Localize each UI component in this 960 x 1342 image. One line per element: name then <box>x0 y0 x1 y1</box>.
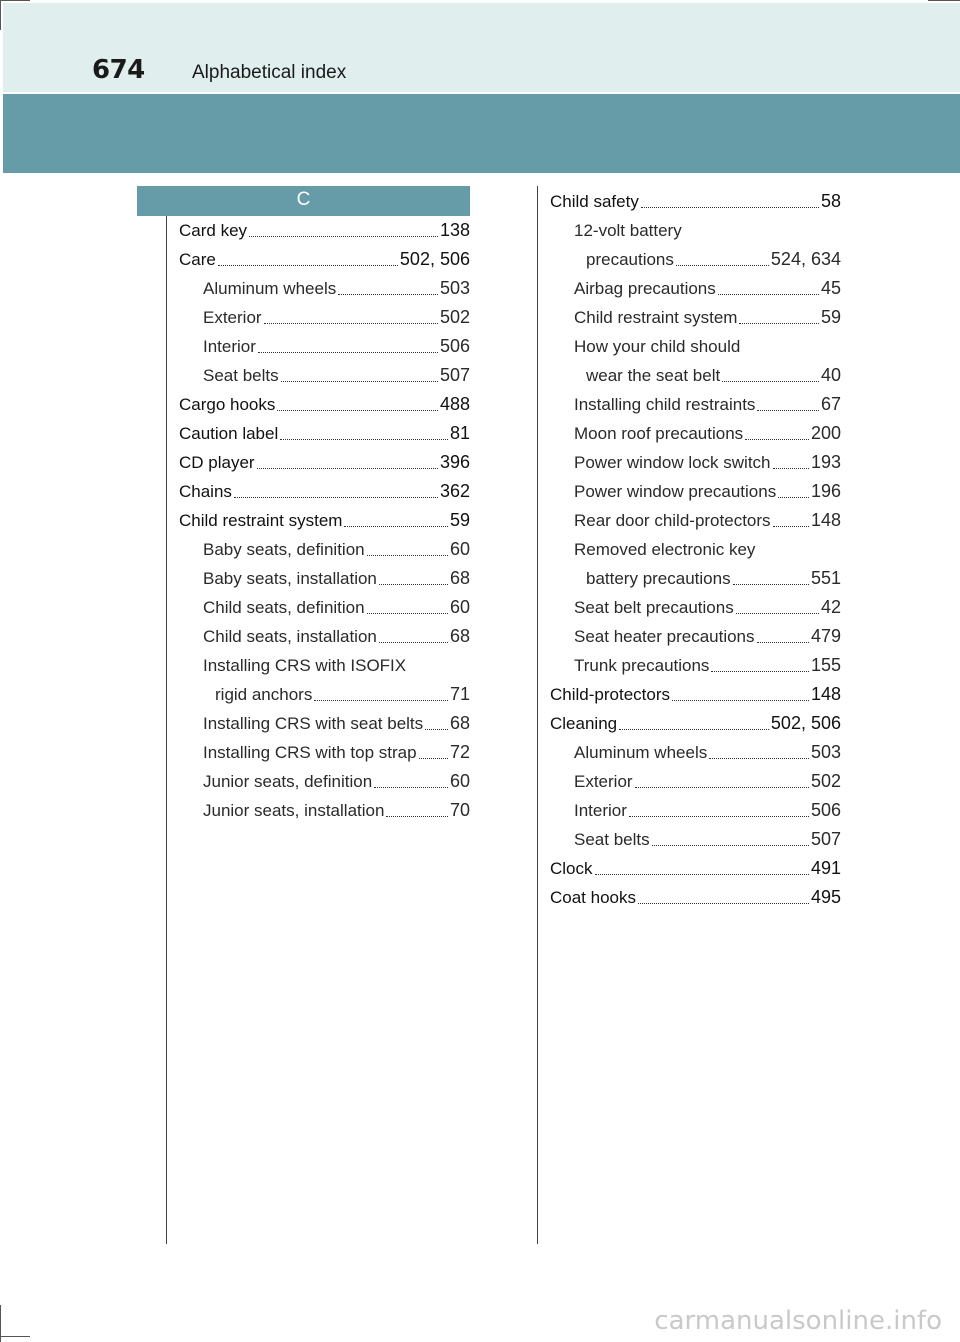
entry-label: How your child should <box>574 337 741 356</box>
dot-leader <box>281 380 438 382</box>
index-entry <box>550 854 841 883</box>
entry-page: 491 <box>810 858 841 878</box>
index-entry <box>550 419 841 448</box>
dot-leader <box>234 496 438 498</box>
index-entry <box>179 216 470 245</box>
entry-page: 71 <box>449 684 470 704</box>
dot-leader <box>257 467 438 469</box>
entry-label: CD player <box>179 453 255 472</box>
index-entry <box>550 767 841 796</box>
dot-leader <box>344 525 448 527</box>
dot-leader <box>733 583 809 585</box>
dot-leader <box>773 525 809 527</box>
entry-label: Child-protectors <box>550 685 670 704</box>
index-entry <box>179 680 470 709</box>
index-entry <box>179 390 470 419</box>
entry-page: 502, 506 <box>770 713 841 733</box>
index-entry <box>550 825 841 854</box>
right-column-rule <box>537 186 538 1244</box>
crop-mark <box>0 0 1 30</box>
entry-label: Care <box>179 250 216 269</box>
entry-label: Power window lock switch <box>574 453 771 472</box>
entry-page: 502, 506 <box>399 249 470 269</box>
header-band <box>3 94 960 173</box>
entry-page: 68 <box>449 568 470 588</box>
entry-page: 524, 634 <box>770 249 841 269</box>
entry-label: Removed electronic key <box>574 540 756 559</box>
entry-label: Seat belt precautions <box>574 598 734 617</box>
index-entry <box>179 448 470 477</box>
dot-leader <box>264 322 438 324</box>
entry-label: Installing child restraints <box>574 395 756 414</box>
dot-leader <box>722 380 819 382</box>
entry-label: Child safety <box>550 192 639 211</box>
section-letter-bar: C <box>137 186 470 216</box>
entry-label: Child restraint system <box>179 511 343 530</box>
dot-leader <box>757 409 819 411</box>
index-entry <box>179 738 470 767</box>
entry-page: 70 <box>449 800 470 820</box>
dot-leader <box>676 264 769 266</box>
dot-leader <box>638 902 809 904</box>
index-entry <box>550 535 841 564</box>
right-index-column <box>550 187 841 912</box>
entry-label: Clock <box>550 859 593 878</box>
entry-label: Interior <box>574 801 627 820</box>
page-number: 674 <box>92 55 145 85</box>
entry-label: Rear door child-protectors <box>574 511 771 530</box>
entry-page: 81 <box>449 423 470 443</box>
entry-page: 506 <box>810 800 841 820</box>
crop-mark <box>0 1336 30 1337</box>
entry-page: 502 <box>439 307 470 327</box>
index-entry <box>179 274 470 303</box>
entry-label: Seat belts <box>574 830 650 849</box>
dot-leader <box>277 409 438 411</box>
index-entry <box>179 564 470 593</box>
dot-leader <box>419 757 448 759</box>
index-entry <box>550 883 841 912</box>
entry-page: 40 <box>820 365 841 385</box>
entry-label: Child seats, definition <box>203 598 365 617</box>
index-entry <box>550 738 841 767</box>
index-entry <box>550 303 841 332</box>
dot-leader <box>218 264 398 266</box>
dot-leader <box>718 293 819 295</box>
index-entry <box>179 651 470 680</box>
entry-page: 60 <box>449 539 470 559</box>
dot-leader <box>425 728 448 730</box>
index-entry <box>179 477 470 506</box>
entry-page: 148 <box>810 684 841 704</box>
dot-leader <box>379 583 448 585</box>
index-entry <box>550 709 841 738</box>
index-entry <box>550 390 841 419</box>
entry-label: Moon roof precautions <box>574 424 744 443</box>
entry-label: Exterior <box>574 772 633 791</box>
entry-label: Card key <box>179 221 248 240</box>
entry-label: Power window precautions <box>574 482 777 501</box>
entry-label: Baby seats, definition <box>203 540 365 559</box>
dot-leader <box>386 815 448 817</box>
dot-leader <box>635 786 809 788</box>
index-entry <box>179 535 470 564</box>
entry-label: Installing CRS with seat belts <box>203 714 424 733</box>
entry-page: 59 <box>820 307 841 327</box>
dot-leader <box>374 786 448 788</box>
index-entry <box>550 245 841 274</box>
index-entry <box>550 448 841 477</box>
index-entry <box>179 303 470 332</box>
index-entry <box>550 796 841 825</box>
index-entry <box>179 245 470 274</box>
index-entry <box>550 651 841 680</box>
entry-label: Seat heater precautions <box>574 627 755 646</box>
dot-leader <box>736 612 819 614</box>
entry-page: 42 <box>820 597 841 617</box>
entry-page: 68 <box>449 713 470 733</box>
entry-page: 502 <box>810 771 841 791</box>
page-header <box>3 3 960 92</box>
entry-page: 67 <box>820 394 841 414</box>
dot-leader <box>249 235 438 237</box>
entry-page: 495 <box>810 887 841 907</box>
dot-leader <box>757 641 809 643</box>
index-entry <box>179 593 470 622</box>
entry-label: Caution label <box>179 424 279 443</box>
entry-label: Cleaning <box>550 714 618 733</box>
crop-mark <box>0 0 30 1</box>
index-entry <box>179 622 470 651</box>
entry-page: 551 <box>810 568 841 588</box>
entry-label: Airbag precautions <box>574 279 716 298</box>
index-entry <box>179 796 470 825</box>
left-column-rule <box>166 216 167 1244</box>
entry-label: Installing CRS with top strap <box>203 743 417 762</box>
entry-label: Baby seats, installation <box>203 569 377 588</box>
page-title: Alphabetical index <box>192 62 347 83</box>
index-entry <box>550 622 841 651</box>
entry-page: 60 <box>449 771 470 791</box>
entry-label: Junior seats, definition <box>203 772 373 791</box>
entry-page: 200 <box>810 423 841 443</box>
entry-label: Trunk precautions <box>574 656 710 675</box>
entry-page: 155 <box>810 655 841 675</box>
entry-label: Interior <box>203 337 256 356</box>
entry-page: 507 <box>439 365 470 385</box>
entry-page: 503 <box>810 742 841 762</box>
index-entry <box>179 709 470 738</box>
dot-leader <box>629 815 809 817</box>
index-entry <box>550 506 841 535</box>
dot-leader <box>652 844 809 846</box>
dot-leader <box>641 206 819 208</box>
entry-label: battery precautions <box>586 569 731 588</box>
entry-page: 59 <box>449 510 470 530</box>
entry-label: Aluminum wheels <box>203 279 337 298</box>
index-entry <box>550 332 841 361</box>
dot-leader <box>367 612 448 614</box>
index-entry <box>550 216 841 245</box>
entry-page: 503 <box>439 278 470 298</box>
entry-label: wear the seat belt <box>586 366 721 385</box>
entry-page: 507 <box>810 829 841 849</box>
dot-leader <box>314 699 448 701</box>
entry-label: Exterior <box>203 308 262 327</box>
index-entry <box>179 332 470 361</box>
index-entry <box>179 767 470 796</box>
dot-leader <box>280 438 448 440</box>
index-entry <box>179 419 470 448</box>
index-entry <box>550 361 841 390</box>
index-entry <box>550 187 841 216</box>
dot-leader <box>709 757 809 759</box>
index-entry <box>550 477 841 506</box>
entry-page: 193 <box>810 452 841 472</box>
entry-label: Chains <box>179 482 232 501</box>
dot-leader <box>711 670 809 672</box>
entry-label: Aluminum wheels <box>574 743 708 762</box>
entry-page: 506 <box>439 336 470 356</box>
entry-page: 138 <box>439 220 470 240</box>
dot-leader <box>258 351 438 353</box>
index-entry <box>179 361 470 390</box>
entry-page: 479 <box>810 626 841 646</box>
index-entry <box>550 593 841 622</box>
entry-page: 72 <box>449 742 470 762</box>
entry-page: 196 <box>810 481 841 501</box>
entry-page: 68 <box>449 626 470 646</box>
entry-label: Junior seats, installation <box>203 801 385 820</box>
index-entry <box>550 680 841 709</box>
entry-page: 148 <box>810 510 841 530</box>
entry-page: 58 <box>820 191 841 211</box>
entry-page: 60 <box>449 597 470 617</box>
entry-page: 45 <box>820 278 841 298</box>
entry-label: Child restraint system <box>574 308 738 327</box>
dot-leader <box>773 467 809 469</box>
entry-label: rigid anchors <box>215 685 313 704</box>
dot-leader <box>367 554 448 556</box>
entry-page: 396 <box>439 452 470 472</box>
entry-label: Coat hooks <box>550 888 636 907</box>
dot-leader <box>739 322 819 324</box>
dot-leader <box>619 728 769 730</box>
dot-leader <box>338 293 438 295</box>
entry-page: 488 <box>439 394 470 414</box>
dot-leader <box>745 438 809 440</box>
entry-label: 12-volt battery <box>574 221 682 240</box>
index-entry <box>550 564 841 593</box>
dot-leader <box>595 873 809 875</box>
index-entry <box>179 506 470 535</box>
dot-leader <box>672 699 809 701</box>
dot-leader <box>778 496 809 498</box>
entry-label: Installing CRS with ISOFIX <box>203 656 407 675</box>
left-index-column <box>179 216 470 825</box>
entry-page: 362 <box>439 481 470 501</box>
entry-label: Seat belts <box>203 366 279 385</box>
entry-label: precautions <box>586 250 674 269</box>
entry-label: Child seats, installation <box>203 627 377 646</box>
index-entry <box>550 274 841 303</box>
entry-label: Cargo hooks <box>179 395 276 414</box>
crop-mark <box>928 0 960 1</box>
dot-leader <box>379 641 448 643</box>
watermark-text: carmanualsonline.info <box>654 1306 942 1336</box>
